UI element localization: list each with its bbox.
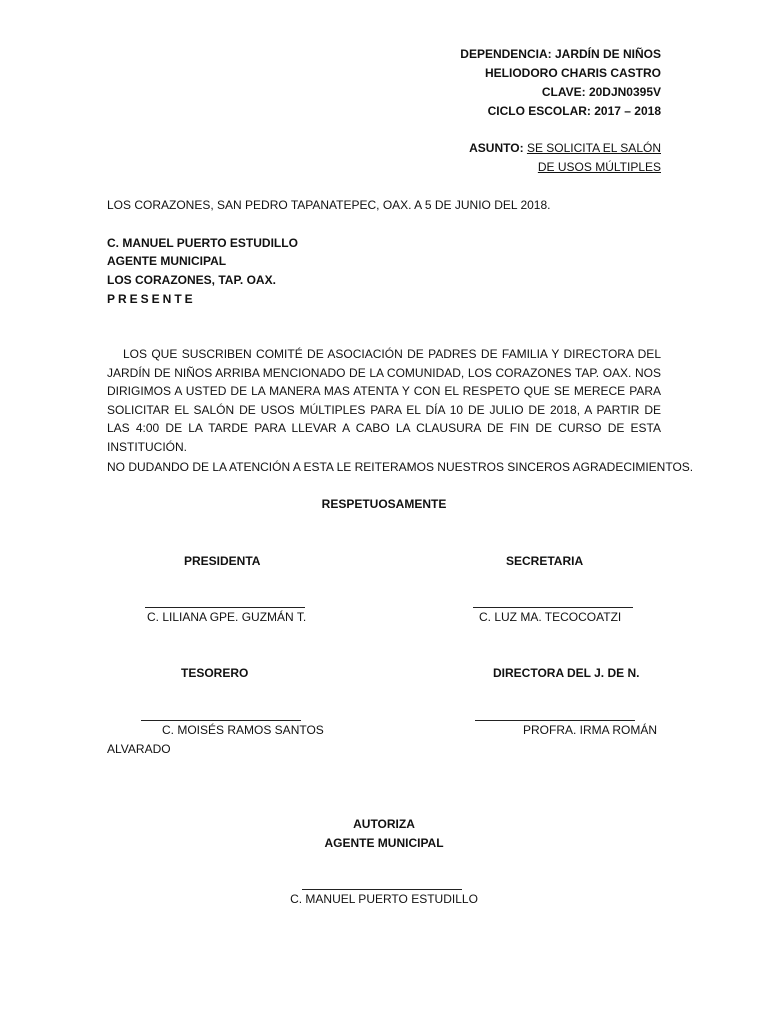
signature-title-tesorero: TESORERO xyxy=(181,666,249,680)
closing-respetuosamente: RESPETUOSAMENTE xyxy=(321,497,447,511)
asunto-text-2: DE USOS MÚLTIPLES xyxy=(537,160,661,174)
header-dependencia: DEPENDENCIA: JARDÍN DE NIÑOS xyxy=(460,47,661,61)
body-paragraph-1-text: LOS QUE SUSCRIBEN COMITÉ DE ASOCIACIÓN DE PADRES DE FAMILIA Y DIRECTORA DEL JARDÍN DE NIÑOS ARRIBA MENCIONADO DE LA COMUNIDAD, LOS CORAZONES TAP. OAX. NOS DIRIGIMOS A USTED DE LA MANERA MAS ATENTA Y CON EL RESPETO QUE SE MERECE PARA SOLICITAR EL SALÓN DE USOS MÚLTIPLES PARA EL DÍA 10 DE JULIO DE 2018, A PARTIR DE LAS 4:00 DE LA TARDE PARA LLEVAR A CABO LA CLAUSURA DE FIN DE CURSO DE ESTA INSTITUCIÓN. xyxy=(107,347,661,454)
addressee-role: AGENTE MUNICIPAL xyxy=(107,254,227,268)
signature-name-directora: PROFRA. IRMA ROMÁN xyxy=(523,723,658,737)
header-school-name: HELIODORO CHARIS CASTRO xyxy=(484,66,661,80)
asunto-text-1: SE SOLICITA EL SALÓN xyxy=(526,141,661,155)
body-paragraph-1 xyxy=(107,345,661,457)
signature-name-agente: C. MANUEL PUERTO ESTUDILLO xyxy=(290,892,478,906)
addressee-place: LOS CORAZONES, TAP. OAX. xyxy=(107,273,276,287)
autoriza-role: AGENTE MUNICIPAL xyxy=(324,836,444,850)
autoriza-label: AUTORIZA xyxy=(353,817,415,831)
addressee-name: C. MANUEL PUERTO ESTUDILLO xyxy=(107,236,298,250)
date-line: LOS CORAZONES, SAN PEDRO TAPANATEPEC, OAX. A 5 DE JUNIO DEL 2018. xyxy=(107,198,551,212)
signature-title-directora: DIRECTORA DEL J. DE N. xyxy=(493,666,640,680)
asunto-label: ASUNTO: xyxy=(469,141,524,155)
body-paragraph-2: NO DUDANDO DE LA ATENCIÓN A ESTA LE REITERAMOS NUESTROS SINCEROS AGRADECIMIENTOS. xyxy=(107,460,694,474)
signature-title-secretaria: SECRETARIA xyxy=(506,554,584,568)
signature-name-tesorero: C. MOISÉS RAMOS SANTOS xyxy=(162,723,324,737)
header-clave: CLAVE: 20DJN0395V xyxy=(541,85,661,99)
signature-name-directora-cont: ALVARADO xyxy=(107,742,171,756)
signature-title-presidenta: PRESIDENTA xyxy=(184,554,261,568)
signature-name-secretaria: C. LUZ MA. TECOCOATZI xyxy=(479,610,622,624)
signature-name-presidenta: C. LILIANA GPE. GUZMÁN T. xyxy=(147,610,307,624)
header-ciclo: CICLO ESCOLAR: 2017 – 2018 xyxy=(487,104,661,118)
asunto-line xyxy=(469,139,661,157)
presente-label: PRESENTE xyxy=(107,292,196,306)
